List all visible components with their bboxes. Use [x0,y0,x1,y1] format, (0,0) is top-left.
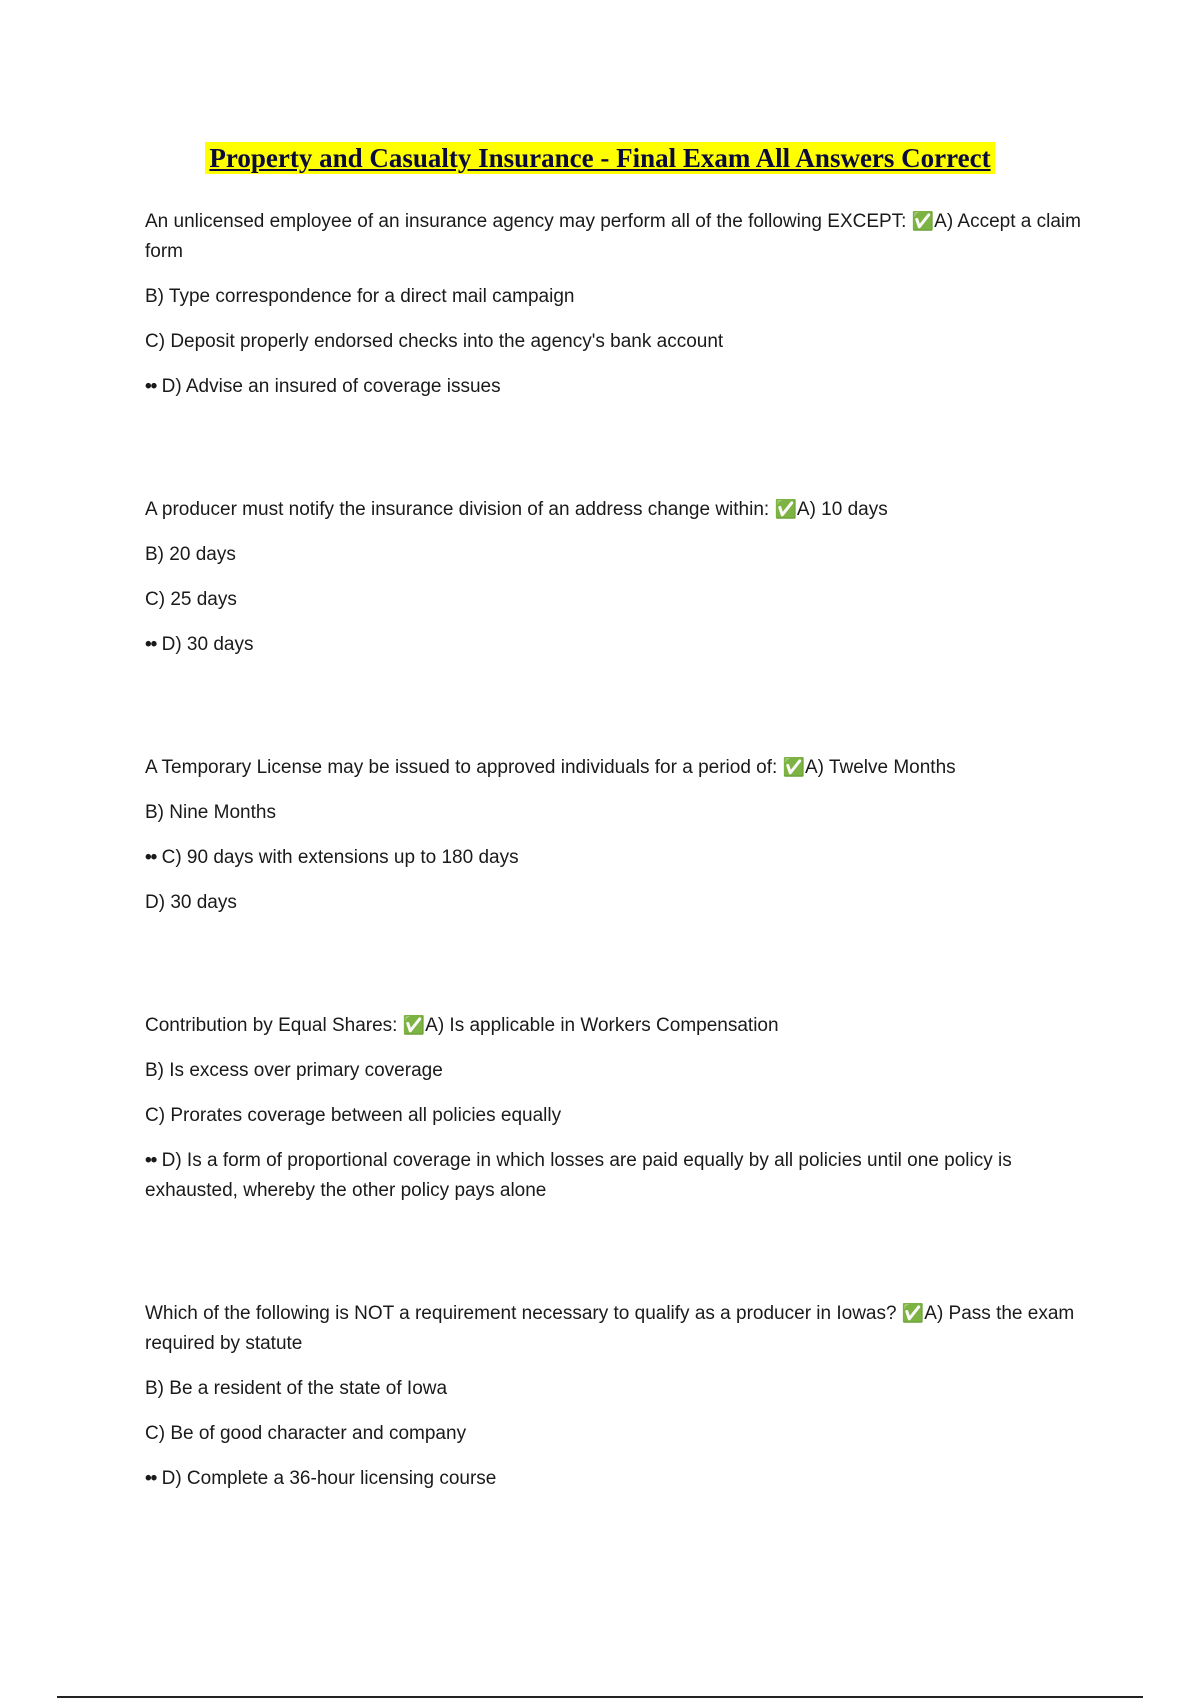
answer-option [145,1419,1090,1449]
option-text: B) Be a resident of the state of Iowa [145,1378,448,1399]
answer-option [145,630,1090,660]
option-text: D) Complete a 36-hour licensing course [161,1468,497,1489]
correct-answer-marker-icon: •• [145,376,157,397]
option-text: D) 30 days [161,634,254,655]
option-text: C) Be of good character and company [145,1423,467,1444]
option-text: B) Nine Months [145,802,276,823]
option-text: C) Prorates coverage between all policies equally [145,1105,562,1126]
answer-option [145,843,1090,873]
answer-option [145,1464,1090,1494]
question-stem [145,494,1090,525]
option-text: C) 25 days [145,589,237,610]
question-block [145,494,1090,660]
check-mark-icon: ✅ [774,499,797,519]
answer-option [145,1374,1090,1404]
correct-answer-marker-icon: •• [145,1150,157,1171]
question-text: A Temporary License may be issued to approved individuals for a period of: [145,757,778,778]
title-wrapper [0,142,1200,174]
option-text: B) Is excess over primary coverage [145,1060,443,1081]
option-text: A) Pass the exam required by statute [145,1303,1075,1354]
answer-option [145,372,1090,402]
question-stem [145,206,1090,267]
question-block [145,206,1090,402]
correct-answer-marker-icon: •• [145,847,157,868]
question-list [145,206,1090,1494]
answer-option [145,327,1090,357]
question-text: Contribution by Equal Shares: [145,1015,398,1036]
answer-option [145,1146,1090,1206]
option-text: C) Deposit properly endorsed checks into the agency's bank account [145,331,724,352]
option-text: A) Is applicable in Workers Compensation [425,1015,779,1036]
option-text: B) Type correspondence for a direct mail campaign [145,286,575,307]
answer-option [145,282,1090,312]
check-mark-icon: ✅ [911,211,935,231]
document-title: Property and Casualty Insurance - Final Exam All Answers Correct [205,142,994,174]
question-block [145,752,1090,918]
option-text: D) 30 days [145,892,237,913]
question-text: Which of the following is NOT a requirement necessary to qualify as a producer in Iowas? [145,1303,897,1324]
answer-option [145,888,1090,918]
question-block [145,1010,1090,1206]
question-stem [145,1298,1090,1359]
option-text: A) 10 days [796,499,888,520]
option-text: B) 20 days [145,544,236,565]
option-text: D) Is a form of proportional coverage in which losses are paid equally by all policies until one policy is exhausted, whereby the other policy pays alone [145,1150,1012,1201]
question-stem [145,1010,1090,1041]
question-stem [145,752,1090,783]
option-text: A) Twelve Months [805,757,956,778]
option-text: C) 90 days with extensions up to 180 days [161,847,519,868]
question-text: A producer must notify the insurance division of an address change within: [145,499,770,520]
correct-answer-marker-icon: •• [145,1468,157,1489]
check-mark-icon: ✅ [901,1303,925,1323]
correct-answer-marker-icon: •• [145,634,157,655]
answer-option [145,1101,1090,1131]
check-mark-icon: ✅ [782,757,805,777]
question-block [145,1298,1090,1494]
answer-option [145,1056,1090,1086]
answer-option [145,585,1090,615]
footer-divider [57,1696,1143,1698]
answer-option [145,540,1090,570]
option-text: D) Advise an insured of coverage issues [161,376,501,397]
answer-option [145,798,1090,828]
question-text: An unlicensed employee of an insurance agency may perform all of the following EXCEPT: [145,211,907,232]
option-text: A) Accept a claim form [145,211,1081,262]
check-mark-icon: ✅ [402,1015,426,1035]
